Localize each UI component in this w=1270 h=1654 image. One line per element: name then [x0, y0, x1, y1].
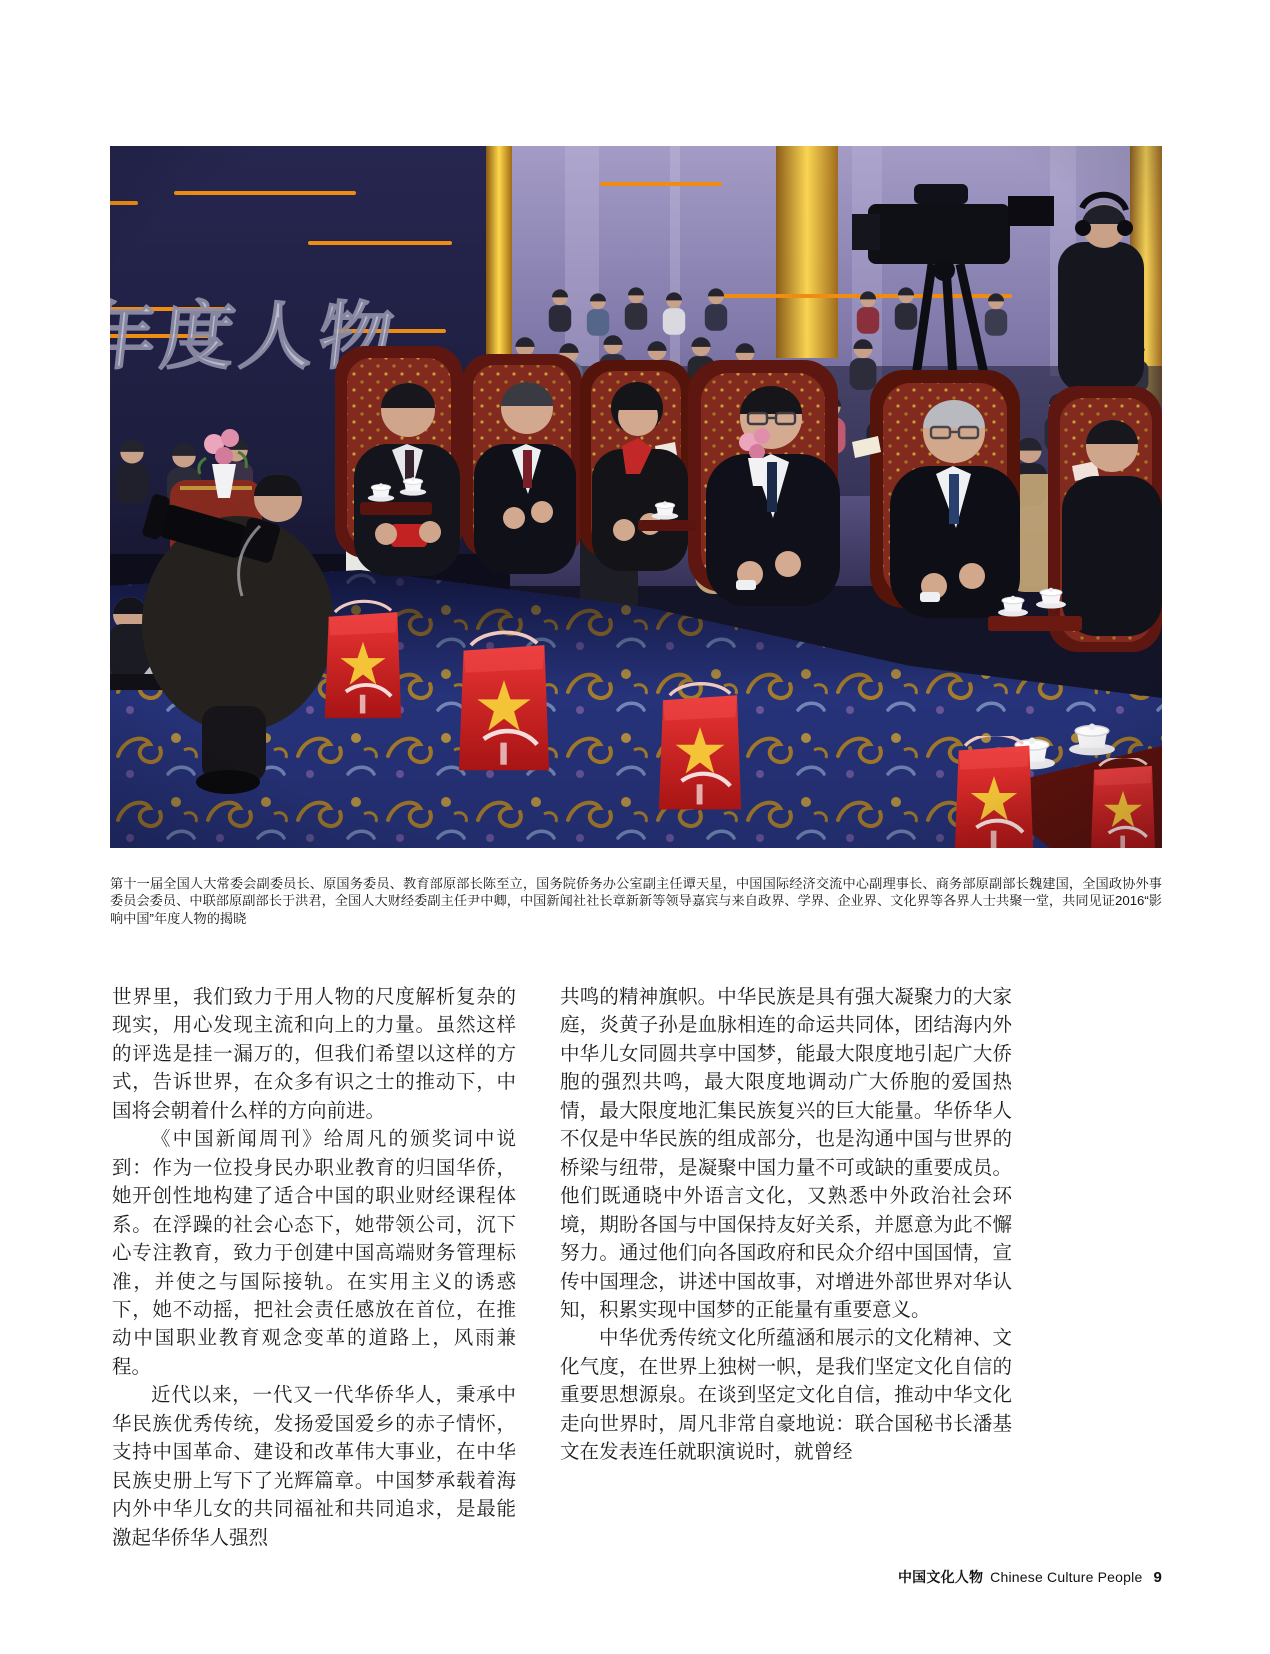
photo-caption: 第十一届全国人大常委会副委员长、原国务委员、教育部原部长陈至立，国务院侨务办公室副主任谭天星，中国国际经济交流中心副理事长、商务部原副部长魏建国，全国政协外事委员会委员、中联部原副部长于洪君，全国人大财经委副主任尹中卿，中国新闻社社长章新新等领导嘉宾与来自政界、学界、企业界、文化界等各界人士共聚一堂，共同见证2016“影响中国”年度人物的揭晓: [110, 876, 1162, 926]
footer-section-en: Chinese Culture People: [990, 1569, 1143, 1585]
paragraph: 《中国新闻周刊》给周凡的颁奖词中说到：作为一位投身民办职业教育的归国华侨，她开创性地构建了适合中国的职业财经课程体系。在浮躁的社会心态下，她带领公司，沉下心专注教育，致力于创建中国高端财务管理标准，并使之与国际接轨。在实用主义的诱惑下，她不动摇，把社会责任感放在首位，在推动中国职业教育观念变革的道路上，风雨兼程。: [112, 1129, 516, 1378]
article-column-right: [560, 984, 1012, 1553]
page-number: 9: [1153, 1569, 1162, 1586]
event-photo-illustration: [110, 146, 1162, 848]
event-photo: [110, 146, 1162, 848]
footer-section-zh: 中国文化人物: [897, 1569, 984, 1585]
page-footer: [898, 1567, 1162, 1587]
paragraph: 近代以来，一代又一代华侨华人，秉承中华民族优秀传统，发扬爱国爱乡的赤子情怀，支持中国革命、建设和改革伟大事业，在中华民族史册上写下了光辉篇章。中国梦承载着海内外中华儿女的共同福祉和共同追求，是最能激起华侨华人强烈: [112, 1385, 516, 1549]
paragraph: 共鸣的精神旗帜。中华民族是具有强大凝聚力的大家庭，炎黄子孙是血脉相连的命运共同体，团结海内外中华儿女同圆共享中国梦，能最大限度地引起广大侨胞的强烈共鸣，最大限度地调动广大侨胞的爱国热情，最大限度地汇集民族复兴的巨大能量。华侨华人不仅是中华民族的组成部分，也是沟通中国与世界的桥梁与纽带，是凝聚中国力量不可或缺的重要成员。他们既通晓中外语言文化，又熟悉中外政治社会环境，期盼各国与中国保持友好关系，并愿意为此不懈努力。通过他们向各国政府和民众介绍中国国情，宣传中国理念，讲述中国故事，对增进外部世界对华认知，积累实现中国梦的正能量有重要意义。: [560, 987, 1012, 1321]
paragraph: 中华优秀传统文化所蕴涵和展示的文化精神、文化气度，在世界上独树一帜，是我们坚定文化自信的重要思想源泉。在谈到坚定文化自信，推动中华文化走向世界时，周凡非常自豪地说：联合国秘书长潘基文在发表连任就职演说时，就曾经: [560, 1328, 1012, 1464]
article-body: [112, 984, 1012, 1553]
article-column-left: [112, 984, 516, 1553]
paragraph: 世界里，我们致力于用人物的尺度解析复杂的现实，用心发现主流和向上的力量。虽然这样的评选是挂一漏万的，但我们希望以这样的方式，告诉世界，在众多有识之士的推动下，中国将会朝着什么样的方向前进。: [112, 987, 516, 1122]
photo-vignette: [110, 146, 1162, 848]
